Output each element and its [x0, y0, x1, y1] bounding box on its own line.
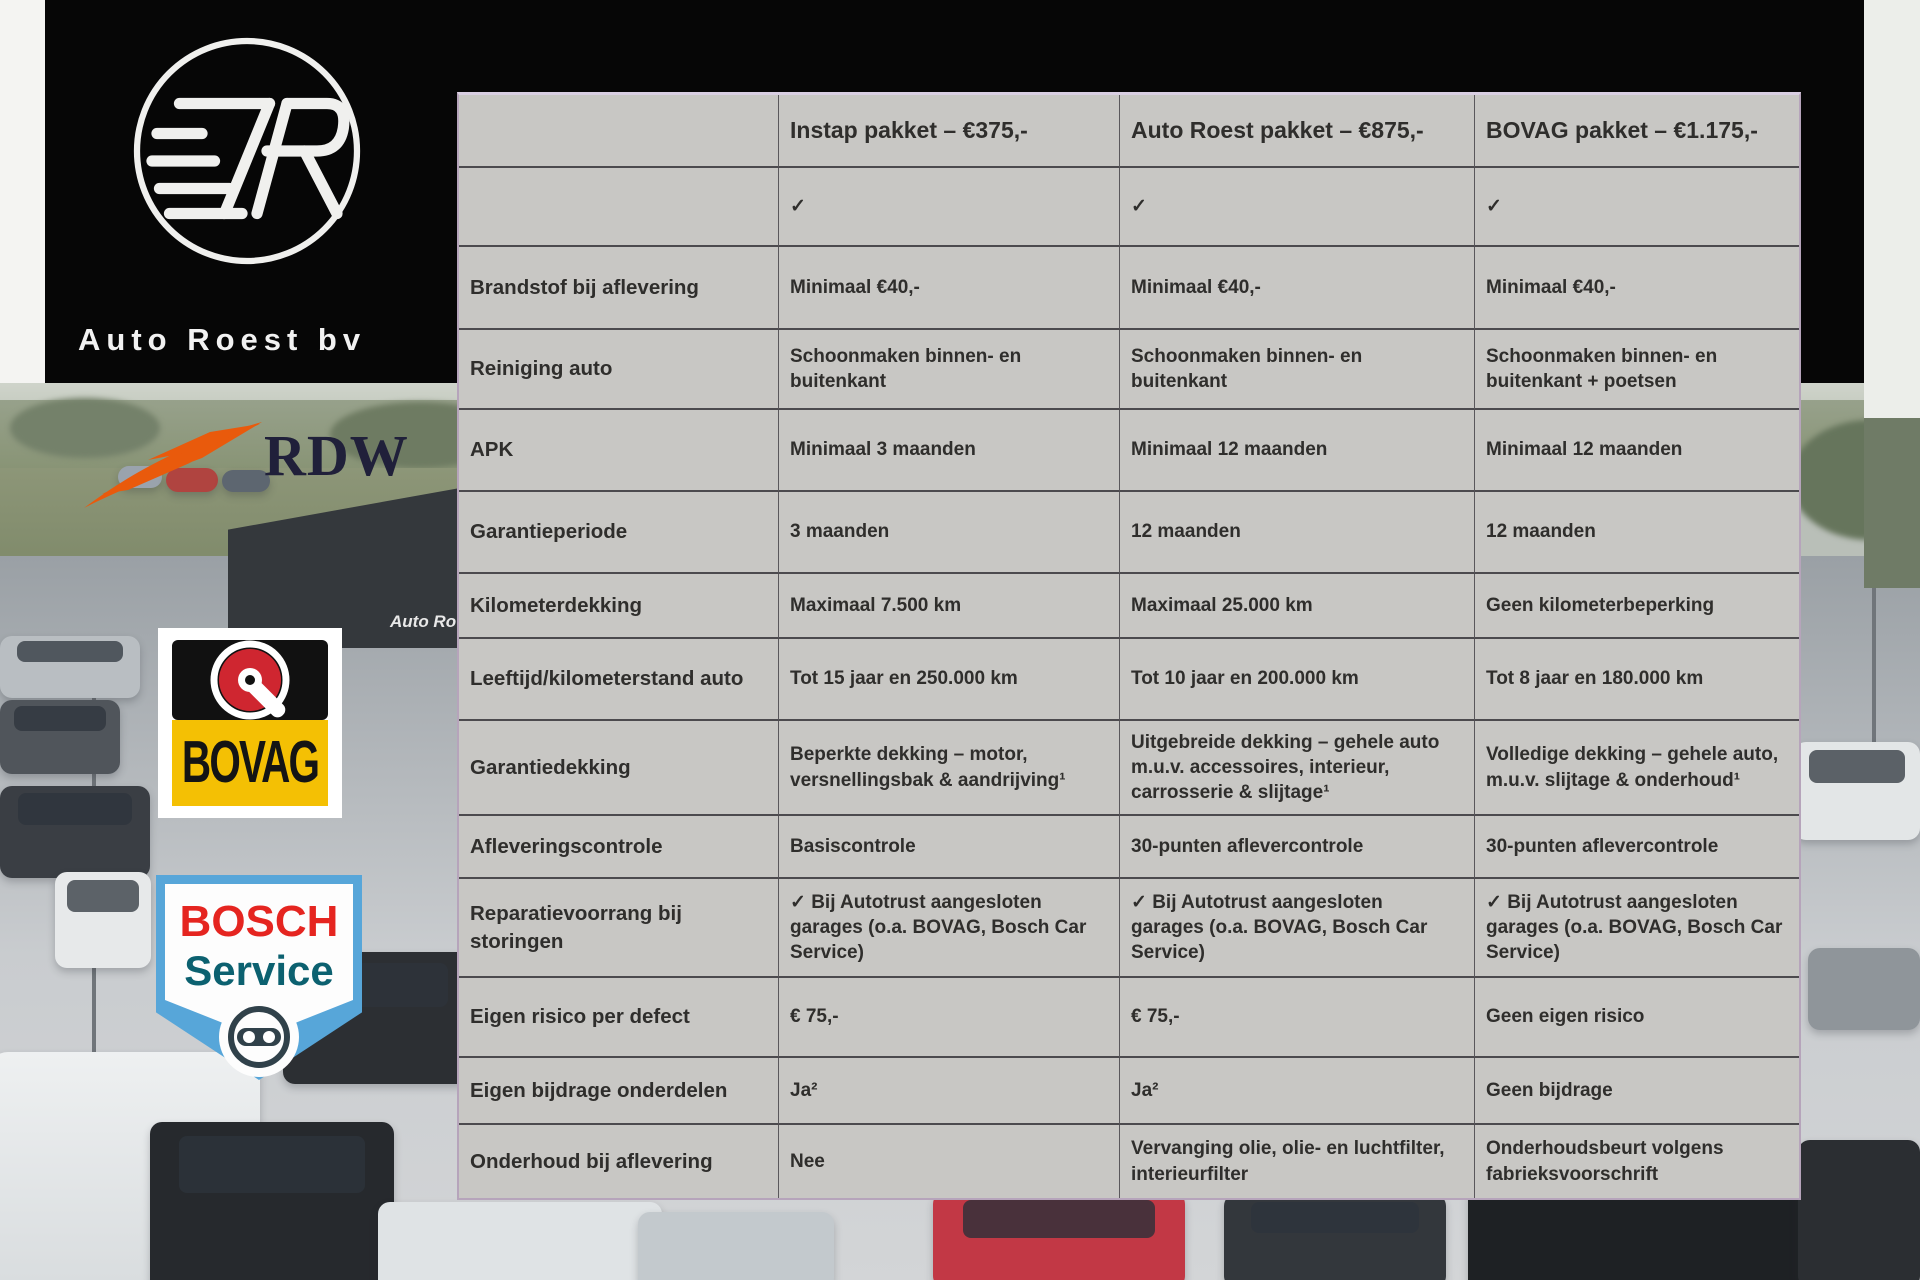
row-label-cell: APK — [459, 410, 779, 492]
bosch-service-logo — [156, 875, 362, 1080]
table-row — [459, 410, 1799, 492]
bosch-armature-icon — [219, 997, 299, 1077]
right-trees-strip — [1864, 418, 1920, 588]
row-label-cell: Reparatievoorrang bij storingen — [459, 879, 779, 978]
value-cell: Schoonmaken binnen- en buitenkant — [1120, 330, 1475, 410]
value-cell: Minimaal 3 maanden — [779, 410, 1120, 492]
value-cell: Tot 10 jaar en 200.000 km — [1120, 639, 1475, 721]
value-cell: Minimaal €40,- — [1120, 247, 1475, 330]
car-shape — [0, 786, 150, 878]
value-cell: € 75,- — [779, 978, 1120, 1058]
auto-roest-logo — [122, 26, 372, 276]
car-shape — [0, 636, 140, 698]
value-cell: ✓ Bij Autotrust aangesloten garages (o.a. BOVAG, Bosch Car Service) — [779, 879, 1120, 978]
value-cell: Geen bijdrage — [1475, 1058, 1799, 1125]
bovag-wordmark: BOVAG — [181, 729, 319, 796]
rdw-wordmark: RDW — [264, 423, 409, 488]
value-cell: ✓ — [1475, 168, 1799, 247]
car-shape — [55, 872, 151, 968]
value-cell: Minimaal 12 maanden — [1475, 410, 1799, 492]
value-cell: 30-punten aflevercontrole — [1475, 816, 1799, 879]
value-cell: 12 maanden — [1120, 492, 1475, 574]
rdw-logo — [82, 408, 409, 518]
brand-name: Auto Roest bv — [78, 322, 367, 357]
value-cell: 12 maanden — [1475, 492, 1799, 574]
value-cell: Nee — [779, 1125, 1120, 1198]
red-car-shape — [933, 1192, 1185, 1280]
auto-roest-7r-icon — [122, 26, 372, 276]
table-row — [459, 247, 1799, 330]
row-label-cell: Kilometerdekking — [459, 574, 779, 639]
table-row — [459, 330, 1799, 410]
bovag-yellow-band — [172, 720, 328, 806]
table-row — [459, 492, 1799, 574]
car-shape — [1808, 948, 1920, 1030]
value-cell: Tot 8 jaar en 180.000 km — [1475, 639, 1799, 721]
row-label-cell: Afleveringscontrole — [459, 816, 779, 879]
value-cell: Geen eigen risico — [1475, 978, 1799, 1058]
car-shape — [0, 700, 120, 774]
car-shape — [638, 1212, 834, 1280]
value-cell: ✓ — [779, 168, 1120, 247]
rdw-wing-icon — [82, 416, 267, 511]
value-cell: € 75,- — [1120, 978, 1475, 1058]
table-row — [459, 879, 1799, 978]
row-label-cell — [459, 168, 779, 247]
bovag-logo — [158, 628, 342, 818]
value-cell: Uitgebreide dekking – gehele auto m.u.v. accessoires, interieur, carrosserie & slijtage¹ — [1120, 721, 1475, 816]
row-label-cell: Onderhoud bij aflevering — [459, 1125, 779, 1198]
value-cell: Volledige dekking – gehele auto, m.u.v. slijtage & onderhoud¹ — [1475, 721, 1799, 816]
value-cell: Schoonmaken binnen- en buitenkant — [779, 330, 1120, 410]
value-cell: Minimaal €40,- — [779, 247, 1120, 330]
row-label-cell: Eigen risico per defect — [459, 978, 779, 1058]
header-cell: Instap pakket – €375,- — [779, 95, 1120, 168]
bosch-service-wordmark: Service — [184, 947, 334, 994]
table-row — [459, 816, 1799, 879]
table-row — [459, 721, 1799, 816]
value-cell: 3 maanden — [779, 492, 1120, 574]
value-cell: ✓ Bij Autotrust aangesloten garages (o.a. BOVAG, Bosch Car Service) — [1475, 879, 1799, 978]
car-shape — [1798, 1140, 1920, 1280]
car-shape — [378, 1202, 662, 1280]
row-label-cell: Garantiedekking — [459, 721, 779, 816]
row-label-cell: Eigen bijdrage onderdelen — [459, 1058, 779, 1125]
value-cell: Maximaal 7.500 km — [779, 574, 1120, 639]
package-comparison-table — [457, 92, 1801, 1200]
table-row — [459, 574, 1799, 639]
value-cell: Schoonmaken binnen- en buitenkant + poetsen — [1475, 330, 1799, 410]
bosch-wordmark: BOSCH — [179, 897, 339, 946]
table-row — [459, 168, 1799, 247]
table-row — [459, 639, 1799, 721]
value-cell: Minimaal 12 maanden — [1120, 410, 1475, 492]
row-label-cell: Brandstof bij aflevering — [459, 247, 779, 330]
value-cell: Onderhoudsbeurt volgens fabrieksvoorschrift — [1486, 1138, 1724, 1185]
header-cell: Auto Roest pakket – €875,- — [1120, 95, 1475, 168]
value-cell: Beperkte dekking – motor, versnellingsbak & aandrijving¹ — [779, 721, 1120, 816]
table-header-row — [459, 95, 1799, 168]
header-cell: BOVAG pakket – €1.175,- — [1475, 95, 1799, 168]
value-cell: ✓ Bij Autotrust aangesloten garages (o.a. BOVAG, Bosch Car Service) — [1120, 879, 1475, 978]
value-cell: Vervanging olie, olie- en luchtfilter, interieurfilter — [1120, 1125, 1475, 1198]
table-row — [459, 1125, 1799, 1198]
value-cell: 30-punten aflevercontrole — [1120, 816, 1475, 879]
bovag-emblem-icon — [172, 640, 328, 720]
value-cell: Maximaal 25.000 km — [1120, 574, 1475, 639]
car-shape — [1224, 1194, 1446, 1280]
dark-canopy — [1468, 1190, 1802, 1280]
right-sky-strip — [1864, 0, 1920, 430]
value-cell: Geen kilometerbeperking — [1475, 574, 1799, 639]
value-cell: Ja² — [1120, 1058, 1475, 1125]
building-sign-text: Auto Ro — [390, 612, 457, 631]
value-cell: ✓ — [1120, 168, 1475, 247]
row-label-cell: Reiniging auto — [459, 330, 779, 410]
table-row — [459, 978, 1799, 1058]
row-label-cell: Garantieperiode — [459, 492, 779, 574]
car-shape — [150, 1122, 394, 1280]
value-cell: Basiscontrole — [779, 816, 1120, 879]
table-row — [459, 1058, 1799, 1125]
left-white-strip — [0, 0, 45, 383]
value-cell: Tot 15 jaar en 250.000 km — [779, 639, 1120, 721]
value-cell: Ja² — [779, 1058, 1120, 1125]
row-label-cell: Leeftijd/kilometerstand auto — [459, 639, 779, 721]
value-cell: Minimaal €40,- — [1475, 247, 1799, 330]
car-shape — [1794, 742, 1920, 840]
header-cell — [459, 95, 779, 168]
